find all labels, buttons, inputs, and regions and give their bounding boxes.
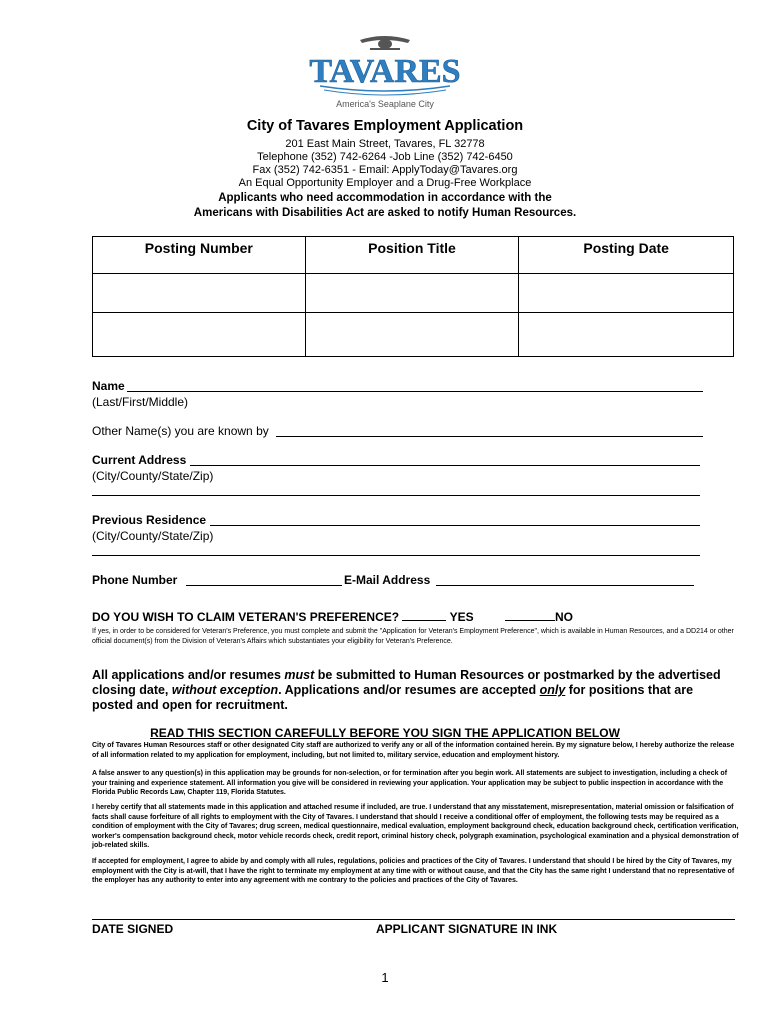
posting-number-header: Posting Number (93, 237, 306, 274)
signature-line[interactable] (92, 919, 735, 920)
other-names-field[interactable] (276, 436, 703, 437)
name-field[interactable] (127, 391, 703, 392)
applicant-signature-label: APPLICANT SIGNATURE IN INK (376, 922, 558, 936)
submission-notice (92, 668, 737, 713)
page-title: City of Tavares Employment Application (246, 118, 524, 134)
veteran-no-blank[interactable] (505, 620, 555, 621)
current-address-hint: (City/County/State/Zip) (92, 469, 214, 483)
current-address-field-line-2[interactable] (92, 495, 700, 496)
email-label: E-Mail Address (344, 573, 431, 587)
name-label: Name (92, 379, 125, 393)
posting-number-cell[interactable] (93, 313, 306, 357)
logo-tagline: America's Seaplane City (336, 99, 434, 109)
submission-emphasis-must: must (284, 668, 315, 682)
submission-text: for positions that are posted and open for recruitment. (92, 683, 694, 712)
submission-text: be submitted to Human Resources or postmarked by the advertised closing date, (92, 668, 721, 697)
posting-number-cell[interactable] (93, 274, 306, 313)
legal-paragraph-1: City of Tavares Human Resources staff or other designated City staff are authorized to verify any or all of the information contained herein. By my signature below, I hereby authorize the release of all information related to my application for employment, including, but not limited to, military service, education and employment history. (92, 742, 735, 759)
previous-residence-field-line-2[interactable] (92, 555, 700, 556)
legal-paragraph-3: I hereby certify that all statements made in this application and attached resume if included, are true. I understand that any misstatement, misrepresentation, material omission or falsification of facts shall cause forfeiture of all rights to employment with the City of Tavares. I understand that should I receive a conditional offer of employment, the following tests may be required as a condition of employment with the City of Tavares; drug screen, medical questionnaire, medical evaluation, employment background check, education background check, certification verification, worker's compensation background check, motor vehicle records check, credit report, criminal history check, polygraph examination, psychological examination and a physical demonstration of job-related skills. (92, 804, 739, 849)
veteran-yes-label: YES (449, 610, 474, 624)
submission-emphasis-without: without exception (171, 683, 279, 697)
previous-residence-hint: (City/County/State/Zip) (92, 529, 214, 543)
current-address-label: Current Address (92, 453, 187, 467)
position-title-cell[interactable] (305, 313, 519, 357)
position-title-cell[interactable] (305, 274, 519, 313)
legal-paragraph-2: A false answer to any question(s) in this application may be grounds for non-selection, or for termination after you begin work. All statements are subject to investigation, including a check of your training and experience statement. All information you give will be considered in reviewing your application. Your application may be subject to public inspection in accordance with the Florida Public Records Law, Chapter 119, Florida Statutes. (92, 770, 728, 796)
veteran-question (92, 610, 573, 624)
veteran-note: If yes, in order to be considered for Veteran's Preference, you must complete and submit the "Application for Veteran's Employment Preference", which is available in Human Resources, and a DD214 or other official document(s) from the Division of Veteran's Affairs which substantiates your eligibility for Veteran's Preference. (92, 628, 734, 645)
current-address-field[interactable] (190, 465, 700, 466)
tavares-logo (300, 30, 470, 110)
ada-notice-line-2: Americans with Disabilities Act are asked to notify Human Resources. (193, 207, 577, 219)
other-names-label: Other Name(s) you are known by (92, 424, 269, 438)
legal-paragraph-4: If accepted for employment, I agree to abide by and comply with all rules, regulations, policies and practices of the City of Tavares. I understand that should I be hired by the City of Tavares, my employment with the City is at-will, that I have the right to terminate my employment at any time with or without cause, and that the City has the same right I understand that no representative of the employer has any authority to enter into any agreement with me contrary to the policies and practices of the City of Tavares. (92, 858, 735, 884)
name-hint: (Last/First/Middle) (92, 395, 189, 409)
phone-label: Phone Number (92, 573, 178, 587)
veteran-question-text: DO YOU WISH TO CLAIM VETERAN'S PREFERENCE? (92, 610, 400, 624)
eoe-line: An Equal Opportunity Employer and a Drug-Free Workplace (238, 177, 532, 189)
logo-wordmark: TAVARES (309, 53, 461, 90)
submission-text: . Applications and/or resumes are accepted (278, 683, 540, 697)
telephone-line: Telephone (352) 742-6264 -Job Line (352) 742-6450 (257, 151, 513, 163)
posting-date-cell[interactable] (519, 274, 734, 313)
date-signed-label: DATE SIGNED (92, 922, 174, 936)
veteran-no-label: NO (554, 610, 573, 624)
address-line: 201 East Main Street, Tavares, FL 32778 (285, 138, 485, 150)
previous-residence-label: Previous Residence (92, 513, 207, 527)
page-number: 1 (381, 970, 389, 985)
position-title-header: Position Title (305, 237, 519, 274)
posting-table (92, 236, 734, 357)
posting-date-cell[interactable] (519, 313, 734, 357)
seaplane-logo-icon (300, 30, 470, 110)
previous-residence-field[interactable] (210, 525, 700, 526)
veteran-yes-blank[interactable] (402, 620, 446, 621)
submission-emphasis-only: only (539, 683, 566, 697)
email-field[interactable] (436, 585, 694, 586)
ada-notice-line-1: Applicants who need accommodation in accordance with the (218, 192, 552, 204)
submission-text: All applications and/or resumes (92, 668, 285, 682)
posting-date-header: Posting Date (519, 237, 734, 274)
phone-field[interactable] (186, 585, 342, 586)
legal-heading: READ THIS SECTION CAREFULLY BEFORE YOU SIGN THE APPLICATION BELOW (150, 726, 620, 740)
fax-email-line: Fax (352) 742-6351 - Email: ApplyToday@Tavares.org (252, 164, 518, 176)
